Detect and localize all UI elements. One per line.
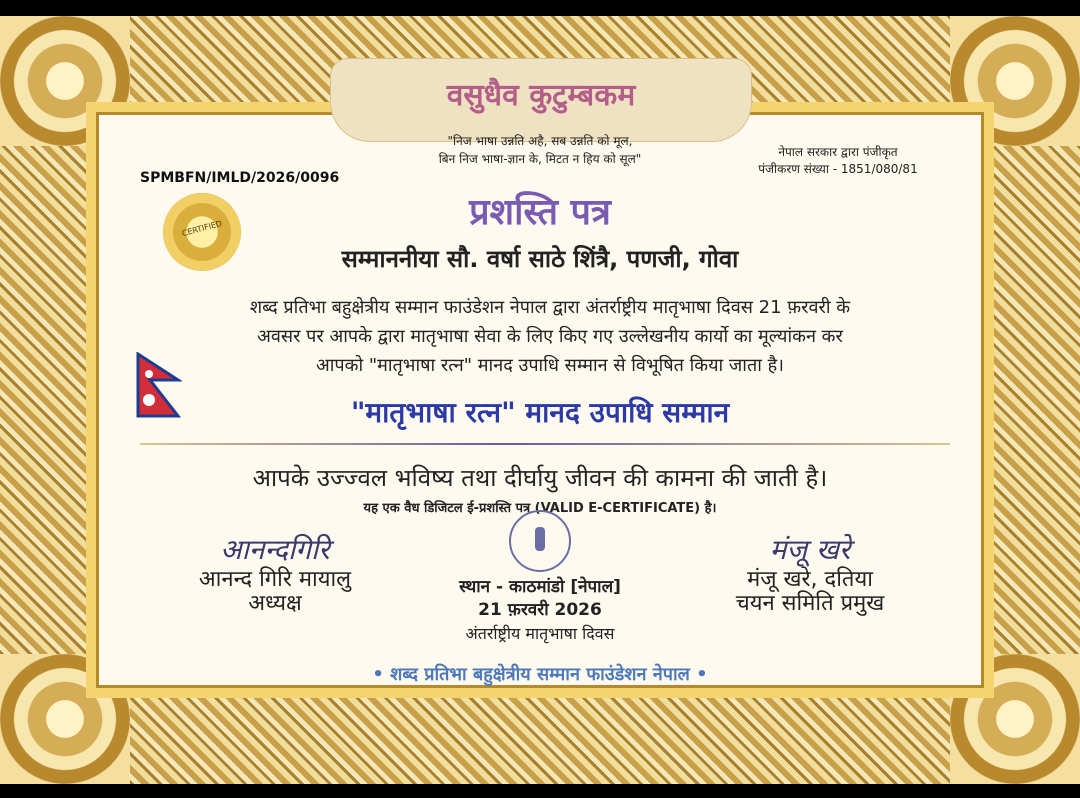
right-signature: मंजू खरे <box>769 533 851 566</box>
body-line-1: शब्द प्रतिभा बहुक्षेत्रीय सम्मान फाउंडेशन नेपाल द्वारा अंतर्राष्ट्रीय मातृभाषा दिवस 21 फ़रवरी के <box>249 297 851 318</box>
honoree-name: सम्माननीया सौ. वर्षा साठे शिंत्रै, पणजी, गोवा <box>341 245 739 273</box>
quote-line-2: बिन निज भाषा-ज्ञान के, मिटत न हिय को सूल" <box>438 152 642 166</box>
body-line-2: अवसर पर आपके द्वारा मातृभाषा सेवा के लिए किए गए उल्लेखनीय कार्यो का मूल्यांकन कर <box>257 326 843 347</box>
seal-text: CERTIFIED <box>181 218 223 239</box>
certificate-title: प्रशस्ति पत्र <box>469 192 611 233</box>
valid-certificate-text: यह एक वैध डिजिटल ई-प्रशस्ति पत्र (VALID E-CERTIFICATE) है। <box>363 501 717 516</box>
quote-line-1: "निज भाषा उन्नति अहै, सब उन्नति को मूल, <box>447 134 633 148</box>
trophy-icon <box>535 527 545 551</box>
divider <box>140 443 950 445</box>
right-signatory-role: चयन समिति प्रमुख <box>735 591 885 616</box>
left-signatory-role: अध्यक्ष <box>248 591 302 616</box>
place-date-block <box>420 510 660 644</box>
quote <box>330 132 750 168</box>
left-signature: आनन्दगिरि <box>220 533 330 566</box>
registration-line-2: पंजीकरण संख्या - 1851/080/81 <box>758 162 918 176</box>
event-name: अंतर्राष्ट्रीय मातृभाषा दिवस <box>465 624 615 643</box>
foundation-footer: • शब्द प्रतिभा बहुक्षेत्रीय सम्मान फाउंडेशन नेपाल • <box>372 664 708 685</box>
date: 21 फ़रवरी 2026 <box>478 600 602 620</box>
body-line-3: आपको "मातृभाषा रत्न" मानद उपाधि सम्मान से विभूषित किया जाता है। <box>316 355 784 376</box>
left-signatory-name: आनन्द गिरि मायालु <box>198 567 352 592</box>
registration-line-1: नेपाल सरकार द्वारा पंजीकृत <box>778 145 898 159</box>
right-signature-block <box>700 530 920 616</box>
top-banner <box>330 58 752 142</box>
registration-info <box>728 144 948 178</box>
certificate-body <box>150 293 950 380</box>
right-signatory-name: मंजू खरे, दतिया <box>747 567 873 592</box>
reference-number: SPMBFN/IMLD/2026/0096 <box>140 170 340 186</box>
organization-stamp-icon <box>509 510 571 572</box>
place: स्थान - काठमांडो [नेपाल] <box>459 577 621 597</box>
left-signature-block <box>170 530 380 616</box>
award-title: "मातृभाषा रत्न" मानद उपाधि सम्मान <box>350 396 730 429</box>
wish-text: आपके उज्ज्वल भविष्य तथा दीर्घायु जीवन की कामना की जाती है। <box>252 464 828 492</box>
banner-title: वसुधैव कुटुम्बकम <box>446 78 636 113</box>
